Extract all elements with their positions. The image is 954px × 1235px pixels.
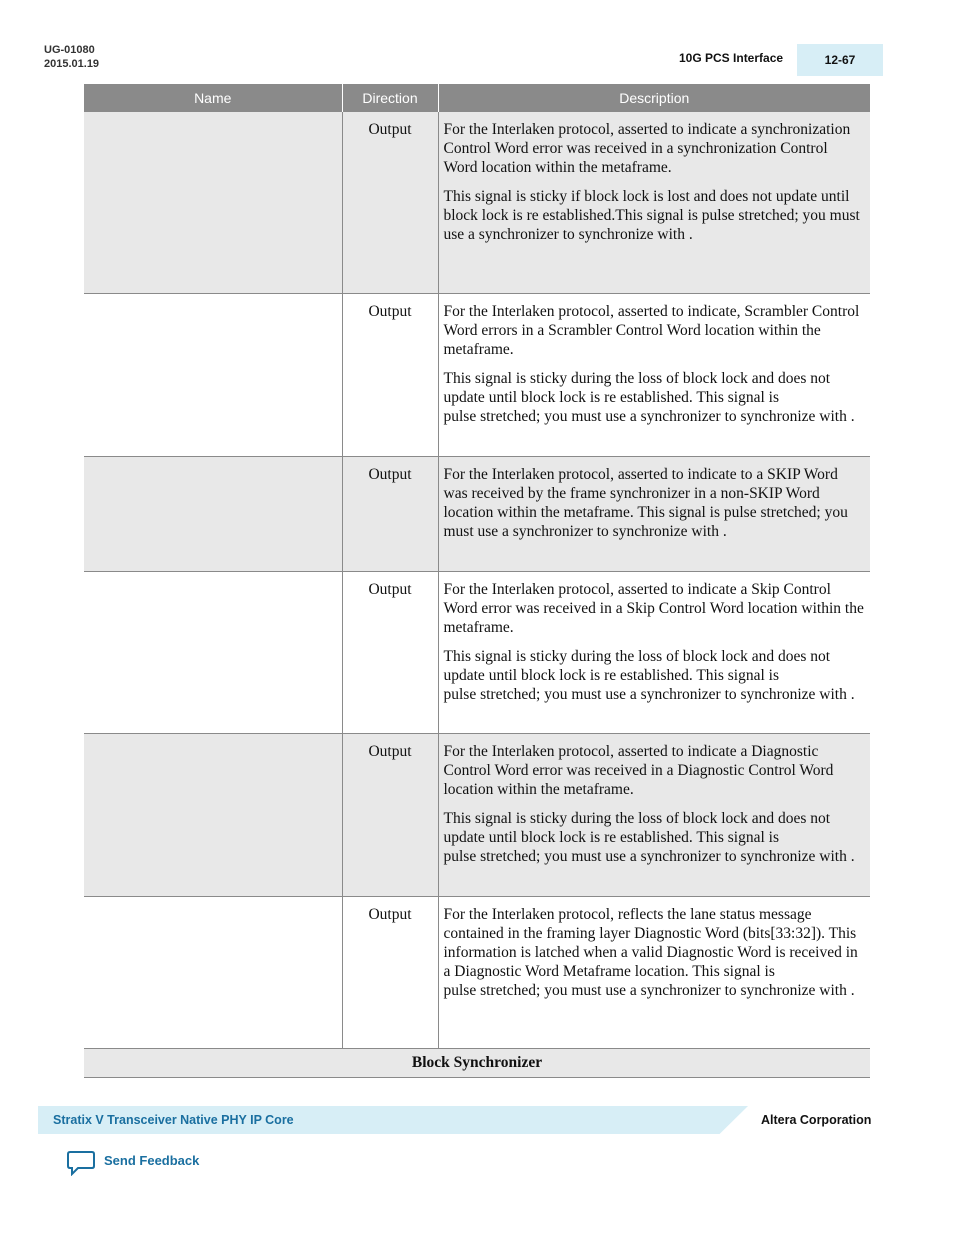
column-header-description: Description xyxy=(438,84,870,112)
table-row xyxy=(84,293,870,456)
direction-cell: Output xyxy=(342,733,438,896)
description-paragraph: For the Interlaken protocol, asserted to indicate a Skip Control Word error was received in a Skip Control Word location within the metaframe. xyxy=(443,580,864,636)
signal-table xyxy=(84,84,870,1078)
feedback-icon[interactable] xyxy=(66,1150,96,1176)
signal-name-cell xyxy=(84,456,342,571)
description-paragraph: This signal is sticky if block lock is lost and does not update until block lock is re established.This signal is pulse stretched; you must use a synchronizer to synchronize with . xyxy=(443,188,860,243)
send-feedback-link[interactable]: Send Feedback xyxy=(104,1153,200,1168)
table-header-row xyxy=(84,84,870,112)
description-cell xyxy=(438,293,870,456)
table-row xyxy=(84,112,870,293)
description-cell xyxy=(438,571,870,733)
description-cell xyxy=(438,112,870,293)
signal-name-cell xyxy=(84,571,342,733)
column-header-name: Name xyxy=(84,84,342,112)
document-id xyxy=(44,43,99,71)
signal-name-cell xyxy=(84,112,342,293)
signal-name-cell xyxy=(84,896,342,1048)
direction-cell: Output xyxy=(342,896,438,1048)
header-divider xyxy=(797,75,883,76)
description-paragraph: For the Interlaken protocol, reflects the lane status message contained in the framing layer Diagnostic Word (bits[33:32]). This information is latched when a valid Diagnostic Word is received in a Diagnostic Word Metaframe location. This signal is pulse stretched; you must use a synchronizer to synchronize with . xyxy=(443,905,858,999)
section-label: Block Synchronizer xyxy=(84,1048,870,1077)
direction-cell: Output xyxy=(342,456,438,571)
table-row xyxy=(84,896,870,1048)
description-paragraph: For the Interlaken protocol, asserted to indicate to a SKIP Word was received by the frame synchronizer in a non-SKIP Word location within the metaframe. This signal is pulse stretched; you must use a synchronizer to synchronize with . xyxy=(443,465,848,540)
description-paragraph: This signal is sticky during the loss of block lock and does not update until block lock is re established. This signal is pulse stretched; you must use a synchronizer to synchronize with . xyxy=(443,369,855,425)
description-paragraph: For the Interlaken protocol, asserted to indicate a synchronization Control Word error was received in a synchronization Control Word location within the metaframe. xyxy=(443,121,851,176)
signal-name-cell xyxy=(84,293,342,456)
table-row xyxy=(84,733,870,896)
description-paragraph: This signal is sticky during the loss of block lock and does not update until block lock is re established. This signal is pulse stretched; you must use a synchronizer to synchronize with . xyxy=(443,809,855,865)
doc-date: 2015.01.19 xyxy=(44,58,100,70)
table-row xyxy=(84,456,870,571)
description-paragraph: This signal is sticky during the loss of block lock and does not update until block lock is re established. This signal is pulse stretched; you must use a synchronizer to synchronize with . xyxy=(443,647,855,703)
company-name: Altera Corporation xyxy=(761,1113,872,1127)
description-cell xyxy=(438,733,870,896)
doc-number: UG-01080 xyxy=(44,44,95,56)
description-cell xyxy=(438,456,870,571)
signal-name-cell xyxy=(84,733,342,896)
product-title-link[interactable]: Stratix V Transceiver Native PHY IP Core xyxy=(53,1113,294,1127)
table-row xyxy=(84,571,870,733)
page-number: 12-67 xyxy=(797,44,883,75)
direction-cell: Output xyxy=(342,112,438,293)
table-section-row xyxy=(84,1048,870,1077)
direction-cell: Output xyxy=(342,571,438,733)
section-title: 10G PCS Interface xyxy=(679,51,784,65)
description-paragraph: For the Interlaken protocol, asserted to indicate, Scrambler Control Word errors in a Scrambler Control Word location within the metaframe. xyxy=(443,302,860,358)
column-header-direction: Direction xyxy=(342,84,438,112)
description-cell xyxy=(438,896,870,1048)
direction-cell: Output xyxy=(342,293,438,456)
description-paragraph: For the Interlaken protocol, asserted to indicate a Diagnostic Control Word error was received in a Diagnostic Control Word location within the metaframe. xyxy=(443,742,834,798)
